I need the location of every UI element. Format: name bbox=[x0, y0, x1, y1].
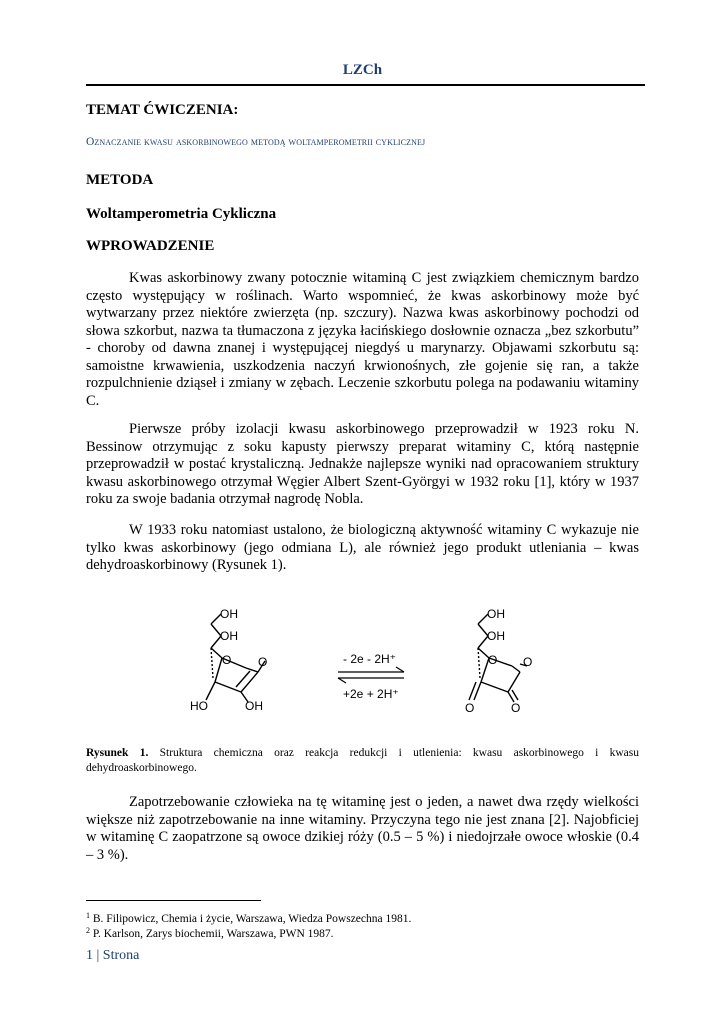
header-rule bbox=[86, 84, 645, 86]
method-heading: METODA bbox=[86, 172, 154, 188]
caption-text: Struktura chemiczna oraz reakcja redukcji i utlenienia: kwasu askorbinowego i kwasu dehydroaskorbinowego. bbox=[86, 747, 639, 774]
footnote-2-text: P. Karlson, Zarys biochemii, Warszawa, PWN 1987. bbox=[90, 928, 334, 940]
left-carbonyl-o-label: O bbox=[258, 655, 268, 669]
left-ho-label: HO bbox=[190, 699, 208, 713]
intro-heading: WPROWADZENIE bbox=[86, 238, 215, 254]
paragraph-4: Zapotrzebowanie człowieka na tę witaminę jest o jeden, a nawet dwa rzędy wielkości większe niż zapotrzebowanie na inne witaminy. Przyczyna tego nie jest znana [2]. Najobficiej w witaminę C zaopatrzone są owoce dzikiej róży (0.5 – 5 %) i niedojrzałe owoce włoskie (0.4 – 3 %). bbox=[86, 794, 639, 863]
figure-caption bbox=[86, 746, 639, 776]
reaction-figure bbox=[0, 600, 725, 720]
caption-label: Rysunek 1. bbox=[86, 747, 149, 759]
right-o-right-label: O bbox=[511, 701, 521, 715]
reverse-reaction-label: +2e + 2H⁺ bbox=[343, 687, 399, 701]
forward-reaction-label: - 2e - 2H⁺ bbox=[343, 652, 397, 666]
method-name: Woltamperometria Cykliczna bbox=[86, 206, 277, 222]
equilibrium-arrows bbox=[338, 667, 404, 683]
paragraph-1: Kwas askorbinowy zwany potocznie witaminą C jest związkiem chemicznym bardzo często występujący w roślinach. Warto wspomnieć, że kwas askorbinowy może być wytwarzany przez niektóre zwierzęta (np. szczury). Nazwa kwas askorbinowy pochodzi od słowa szkorbut, nazwa ta tłumaczona z języka łacińskiego dosłownie oznacza „bez szkorbutu” - choroby od dawna znanej i występującej niegdyś u marynarzy. Objawami szkorbutu są: samoistne krwawienia, uszkodzenia naczyń krwionośnych, złe gojenie się ran, a także rozpulchnienie dziąseł i zmiany w zębach. Leczenie szkorbutu polega na podawaniu witaminy C. bbox=[86, 270, 639, 409]
footnote-2-number: 2 bbox=[86, 926, 90, 935]
paragraph-2: Pierwsze próby izolacji kwasu askorbinowego przeprowadził w 1923 roku N. Bessinow otrzymując z soku kapusty pierwszy preparat witaminy C, którą następnie przeprowadził w postać krystaliczną. Jednakże najlepsze wyniki nad opracowaniem struktury kwasu askorbinowego otrzymał Węgier Albert Szent-Györgyi w 1932 roku [1], który w 1937 roku za swoje badania otrzymał nagrodę Nobla. bbox=[86, 421, 639, 507]
left-ring-o-label: O bbox=[222, 653, 232, 667]
left-oh-mid-label: OH bbox=[220, 629, 238, 643]
right-carbonyl-o-label: O bbox=[523, 655, 533, 669]
right-ring-o-label: O bbox=[488, 653, 498, 667]
left-oh-top-label: OH bbox=[220, 607, 238, 621]
left-oh-bottom-label: OH bbox=[245, 699, 263, 713]
page-number: 1 | Strona bbox=[86, 948, 140, 963]
footnote-1-text: B. Filipowicz, Chemia i życie, Warszawa, Wiedza Powszechna 1981. bbox=[90, 913, 412, 925]
paragraph-3: W 1933 roku natomiast ustalono, że biologiczną aktywność witaminy C wykazuje nie tylko kwas askorbinowy (jego odmiana L), ale również jego produkt utleniania – kwas dehydroaskorbinowy (Rysunek 1). bbox=[86, 522, 639, 573]
right-oh-top-label: OH bbox=[487, 607, 505, 621]
footnote-2 bbox=[86, 924, 334, 941]
footnote-rule bbox=[86, 900, 261, 901]
right-oh-mid-label: OH bbox=[487, 629, 505, 643]
page-header-title: LZCh bbox=[342, 62, 383, 78]
dehydroascorbic-acid-structure bbox=[469, 614, 527, 702]
footnote-1-number: 1 bbox=[86, 911, 90, 920]
topic-subtitle: Oznaczanie kwasu askorbinowego metodą woltamperometrii cyklicznej bbox=[86, 136, 426, 148]
ascorbic-acid-structure bbox=[206, 614, 268, 702]
topic-heading: TEMAT ĆWICZENIA: bbox=[86, 102, 239, 118]
right-o-left-label: O bbox=[465, 701, 475, 715]
